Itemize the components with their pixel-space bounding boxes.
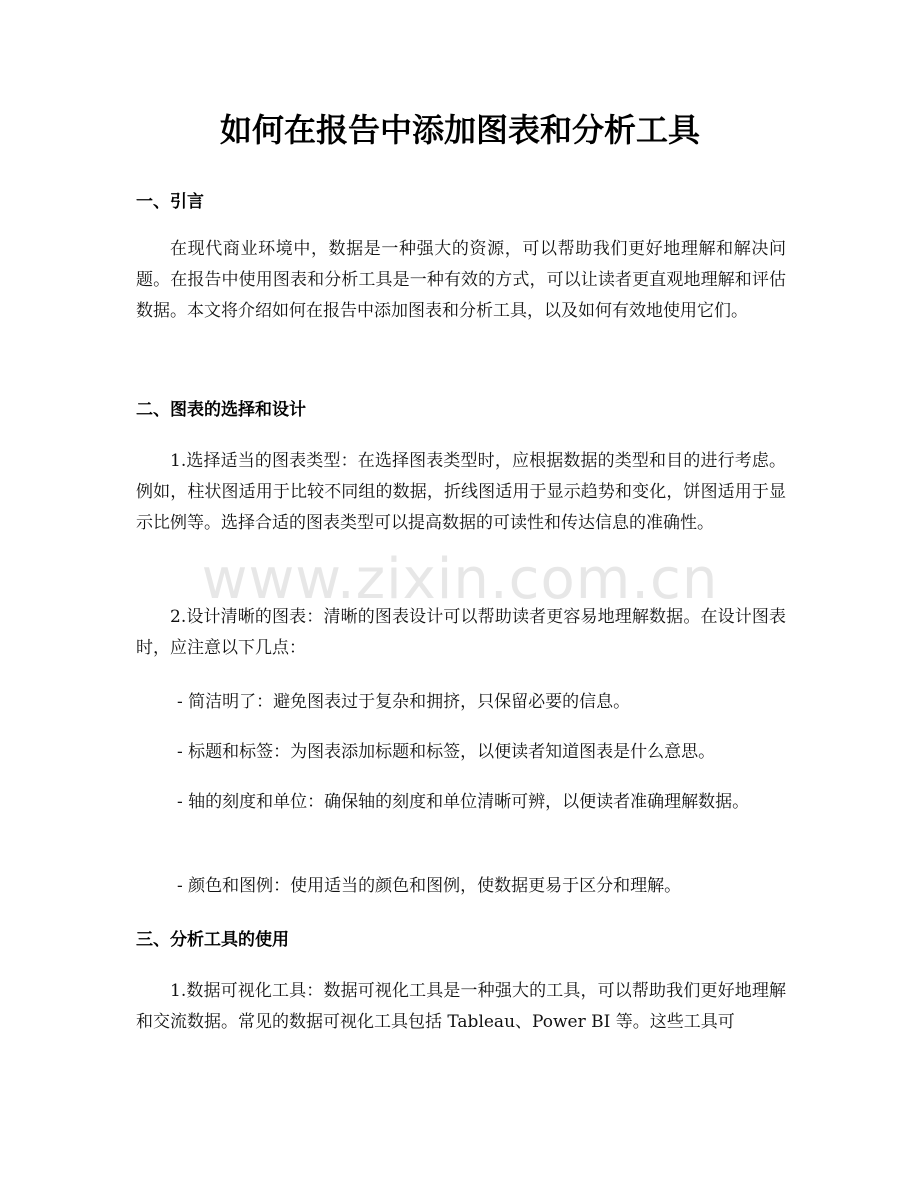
chart-clarity-paragraph: 2.设计清晰的图表：清晰的图表设计可以帮助读者更容易地理解数据。在设计图表时，应注意以下几点：	[136, 607, 786, 658]
document-title: 如何在报告中添加图表和分析工具	[219, 111, 700, 149]
watermark-text: www.zixin.com.cn	[201, 547, 719, 612]
section-heading-analysis-tools: 三、分析工具的使用	[136, 930, 289, 950]
bullet-color-legend: - 颜色和图例：使用适当的颜色和图例，使数据更易于区分和理解。	[177, 876, 682, 896]
visualization-tools-paragraph: 1.数据可视化工具：数据可视化工具是一种强大的工具，可以帮助我们更好地理解和交流数据。常见的数据可视化工具包括 Tableau、Power BI 等。这些工具可	[136, 981, 786, 1032]
chart-type-paragraph: 1.选择适当的图表类型：在选择图表类型时，应根据数据的类型和目的进行考虑。例如，柱状图适用于比较不同组的数据，折线图适用于显示趋势和变化，饼图适用于显示比例等。选择合适的图表类型可以提高数据的可读性和传达信息的准确性。	[136, 451, 786, 533]
section-heading-chart-design: 二、图表的选择和设计	[136, 400, 306, 420]
intro-paragraph: 在现代商业环境中，数据是一种强大的资源，可以帮助我们更好地理解和解决问题。在报告中使用图表和分析工具是一种有效的方式，可以让读者更直观地理解和评估数据。本文将介绍如何在报告中添加图表和分析工具，以及如何有效地使用它们。	[136, 239, 786, 321]
bullet-title-labels: - 标题和标签：为图表添加标题和标签，以便读者知道图表是什么意思。	[177, 742, 716, 762]
bullet-axis-units: - 轴的刻度和单位：确保轴的刻度和单位清晰可辨，以便读者准确理解数据。	[177, 792, 750, 812]
section-heading-intro: 一、引言	[136, 192, 204, 212]
bullet-simple: - 简洁明了：避免图表过于复杂和拥挤，只保留必要的信息。	[177, 692, 631, 712]
